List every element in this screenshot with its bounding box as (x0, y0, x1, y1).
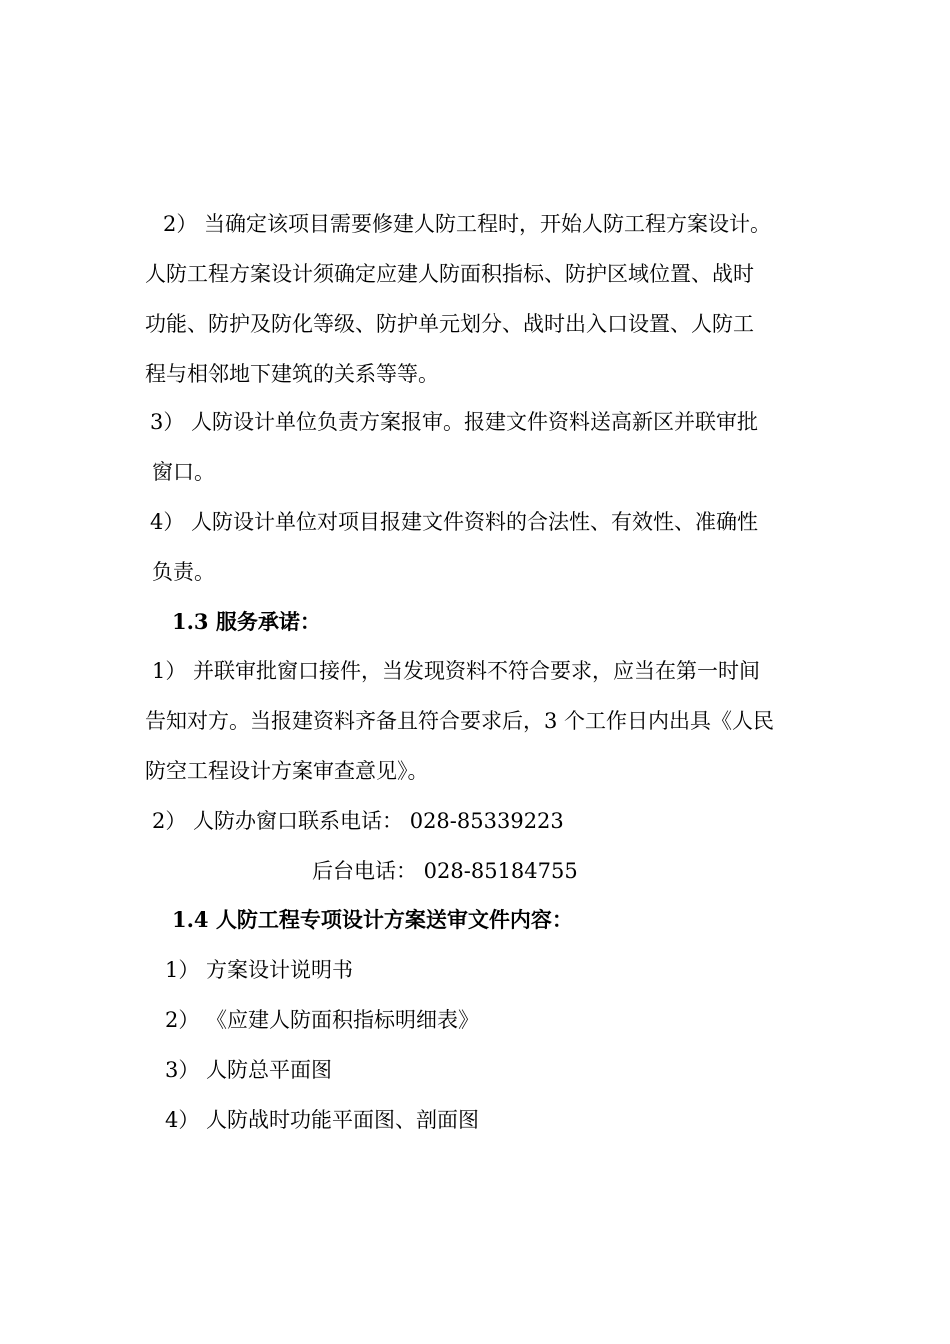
paragraph-4-line-1: 4） 人防设计单位对项目报建文件资料的合法性、有效性、准确性 (150, 510, 759, 534)
paragraph-4-line-2: 负责。 (152, 560, 215, 584)
submission-item-2: 2） 《应建人防面积指标明细表》 (165, 1008, 480, 1032)
paragraph-2-line-4: 程与相邻地下建筑的关系等等。 (145, 362, 439, 386)
submission-item-3: 3） 人防总平面图 (165, 1058, 333, 1082)
paragraph-3-line-1: 3） 人防设计单位负责方案报审。报建文件资料送高新区并联审批 (150, 410, 759, 434)
commitment-1-line-3: 防空工程设计方案审查意见》。 (145, 759, 429, 783)
commitment-2-phone-window: 2） 人防办窗口联系电话： 028-85339223 (152, 809, 564, 833)
commitment-2-phone-backoffice: 后台电话： 028-85184755 (312, 859, 578, 883)
commitment-1-line-2: 告知对方。当报建资料齐备且符合要求后，3 个工作日内出具《人民 (145, 709, 775, 733)
paragraph-3-line-2: 窗口。 (152, 460, 215, 484)
section-1-4-heading: 1.4 人防工程专项设计方案送审文件内容： (172, 907, 573, 932)
paragraph-2-line-3: 功能、防护及防化等级、防护单元划分、战时出入口设置、人防工 (145, 312, 754, 336)
submission-item-4: 4） 人防战时功能平面图、剖面图 (165, 1108, 480, 1132)
paragraph-2-line-1: 2） 当确定该项目需要修建人防工程时，开始人防工程方案设计。 (163, 212, 772, 236)
paragraph-2-line-2: 人防工程方案设计须确定应建人防面积指标、防护区域位置、战时 (145, 262, 754, 286)
section-1-3-heading: 1.3 服务承诺： (172, 609, 321, 634)
commitment-1-line-1: 1） 并联审批窗口接件，当发现资料不符合要求，应当在第一时间 (152, 659, 761, 683)
submission-item-1: 1） 方案设计说明书 (165, 958, 354, 982)
